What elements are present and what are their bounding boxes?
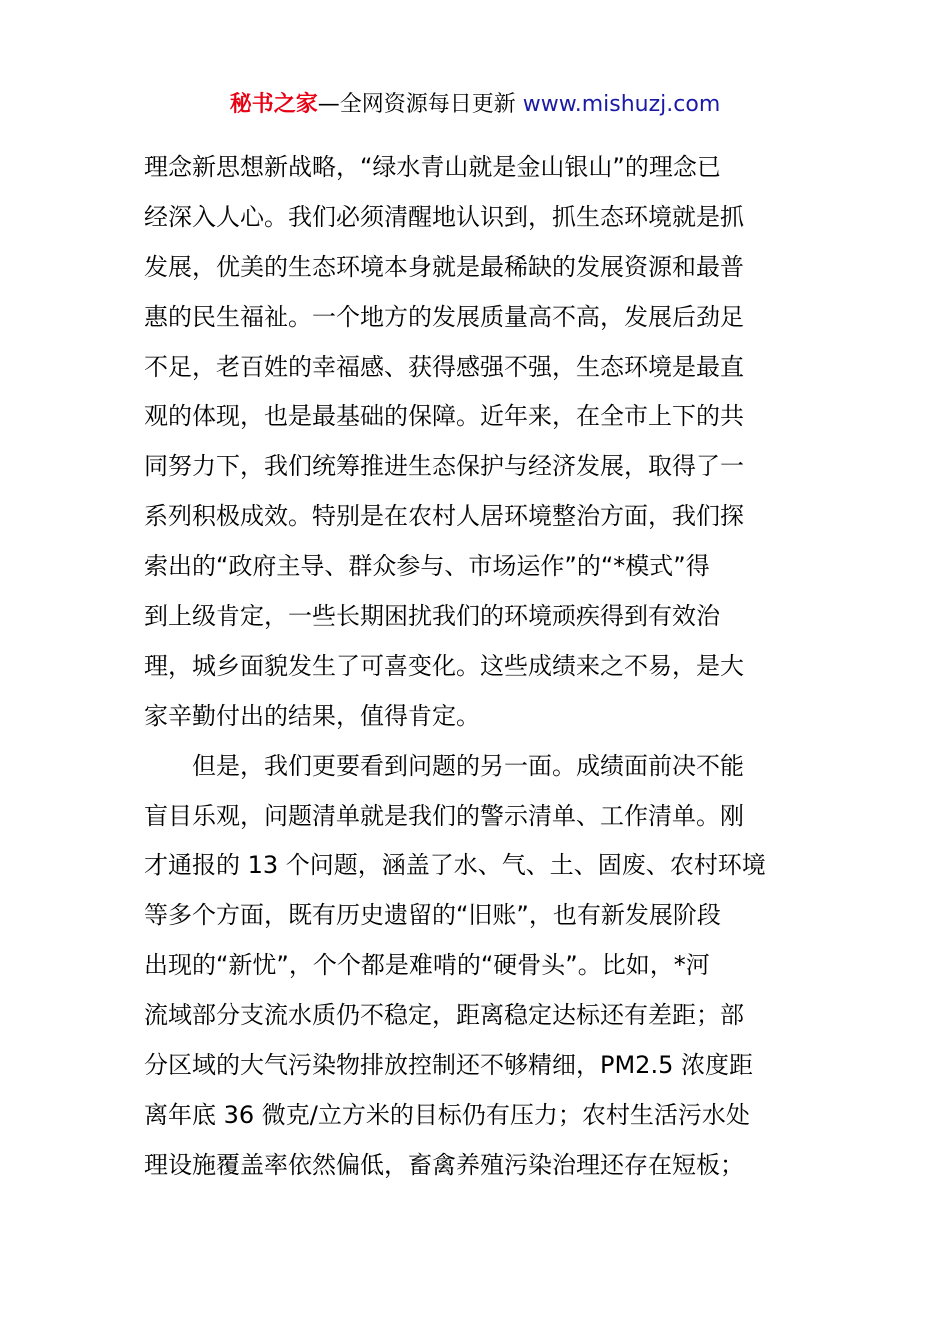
paragraph-2: [144, 742, 814, 1191]
text-line: 才通报的 13 个问题，涵盖了水、气、土、固废、农村环境: [144, 851, 766, 880]
paragraph-1: [144, 143, 814, 742]
text-line: 理，城乡面貌发生了可喜变化。这些成绩来之不易，是大: [144, 651, 744, 680]
text-line: 系列积极成效。特别是在农村人居环境整治方面，我们探: [144, 502, 744, 531]
text-line: 流域部分支流水质仍不稳定，距离稳定达标还有差距；部: [144, 1001, 744, 1030]
watermark-header: [0, 88, 950, 122]
text-line: 到上级肯定，一些长期困扰我们的环境顽疾得到有效治: [144, 602, 720, 631]
document-body: [144, 143, 814, 1191]
text-line: 等多个方面，既有历史遗留的“旧账”，也有新发展阶段: [144, 901, 721, 930]
text-line: 同努力下，我们统筹推进生态保护与经济发展，取得了一: [144, 452, 744, 481]
text-line: 理设施覆盖率依然偏低，畜禽养殖污染治理还存在短板；: [144, 1150, 744, 1179]
text-line: 惠的民生福祉。一个地方的发展质量高不高，发展后劲足: [144, 302, 744, 331]
text-line: 但是，我们更要看到问题的另一面。成绩面前决不能: [144, 751, 744, 780]
text-line: 发展，优美的生态环境本身就是最稀缺的发展资源和最普: [144, 252, 744, 281]
text-line: 索出的“政府主导、群众参与、市场运作”的“*模式”得: [144, 552, 710, 581]
text-line: 出现的“新忧”，个个都是难啃的“硬骨头”。比如，*河: [144, 951, 710, 980]
text-line: 观的体现，也是最基础的保障。近年来，在全市上下的共: [144, 402, 744, 431]
text-line: 经深入人心。我们必须清醒地认识到，抓生态环境就是抓: [144, 202, 744, 231]
text-line: 分区域的大气污染物排放控制还不够精细，PM2.5 浓度距: [144, 1051, 753, 1080]
text-line: 离年底 36 微克/立方米的目标仍有压力；农村生活污水处: [144, 1100, 750, 1129]
text-line: 理念新思想新战略，“绿水青山就是金山银山”的理念已: [144, 153, 721, 181]
text-line: 不足，老百姓的幸福感、获得感强不强，生态环境是最直: [144, 352, 744, 381]
text-line: 家辛勤付出的结果，值得肯定。: [144, 701, 480, 730]
brand-name: 秘书之家: [229, 92, 318, 117]
header-tagline: —全网资源每日更新: [317, 92, 523, 117]
text-line: 盲目乐观，问题清单就是我们的警示清单、工作清单。刚: [144, 801, 744, 830]
site-url-link[interactable]: www.mishuzj.com: [522, 92, 721, 117]
